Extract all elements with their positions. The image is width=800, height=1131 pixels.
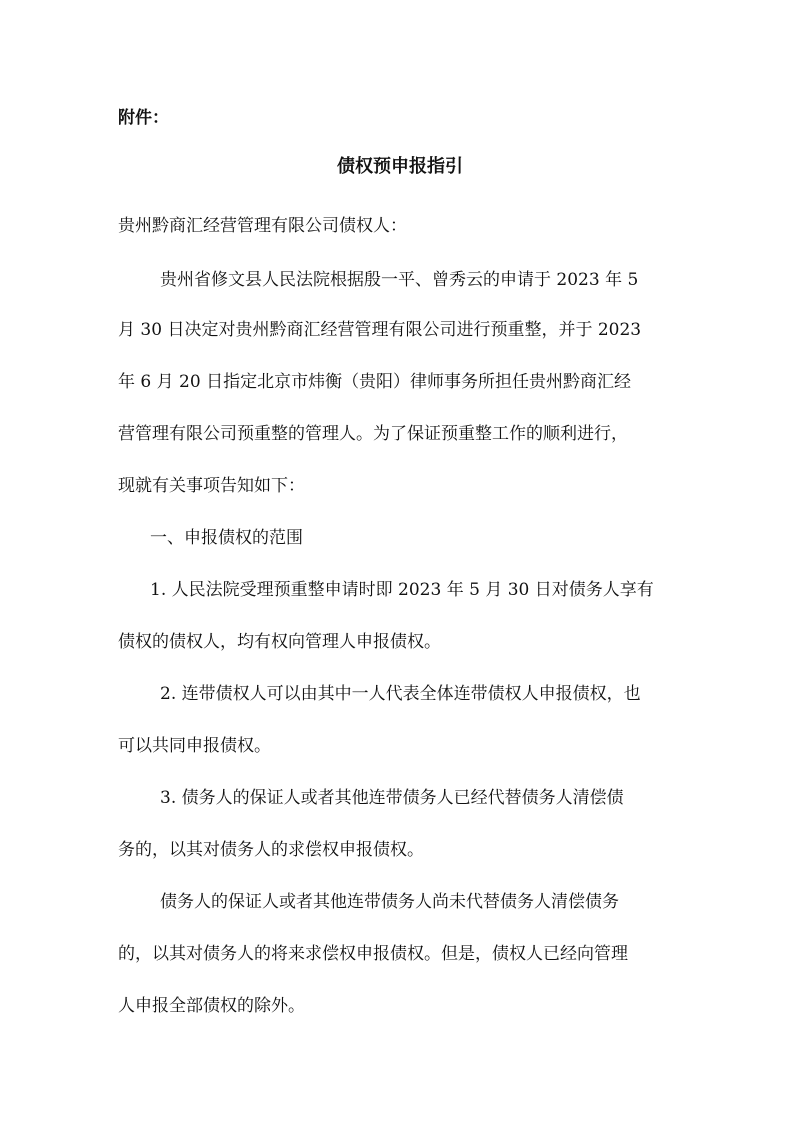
intro-line: 贵州省修文县人民法院根据殷一平、曾秀云的申请于 2023 年 5 — [160, 270, 639, 290]
item-line: 债权的债权人，均有权向管理人申报债权。 — [118, 632, 441, 652]
intro-line: 营管理有限公司预重整的管理人。为了保证预重整工作的顺利进行， — [118, 424, 628, 444]
intro-line: 月 30 日决定对贵州黔商汇经营管理有限公司进行预重整，并于 2023 — [118, 320, 642, 340]
item-line: 可以共同申报债权。 — [118, 736, 271, 756]
item-line: 务的，以其对债务人的求偿权申报债权。 — [118, 840, 424, 860]
item-line: 1. 人民法院受理预重整申请时即 2023 年 5 月 30 日对债务人享有 — [150, 580, 654, 600]
attachment-label: 附件： — [118, 108, 169, 128]
intro-line: 年 6 月 20 日指定北京市炜衡（贵阳）律师事务所担任贵州黔商汇经 — [118, 372, 632, 392]
section-heading: 一、申报债权的范围 — [150, 528, 303, 548]
salutation: 贵州黔商汇经营管理有限公司债权人： — [118, 216, 407, 236]
item-line: 2. 连带债权人可以由其中一人代表全体连带债权人申报债权，也 — [160, 684, 641, 704]
item-line: 3. 债务人的保证人或者其他连带债务人已经代替债务人清偿债 — [160, 788, 624, 808]
item-line: 的，以其对债务人的将来求偿权申报债权。但是，债权人已经向管理 — [118, 944, 628, 964]
intro-line: 现就有关事项告知如下： — [118, 476, 305, 496]
document-title: 债权预申报指引 — [337, 156, 463, 177]
item-line: 债务人的保证人或者其他连带债务人尚未代替债务人清偿债务 — [160, 892, 619, 912]
item-line: 人申报全部债权的除外。 — [118, 996, 305, 1016]
